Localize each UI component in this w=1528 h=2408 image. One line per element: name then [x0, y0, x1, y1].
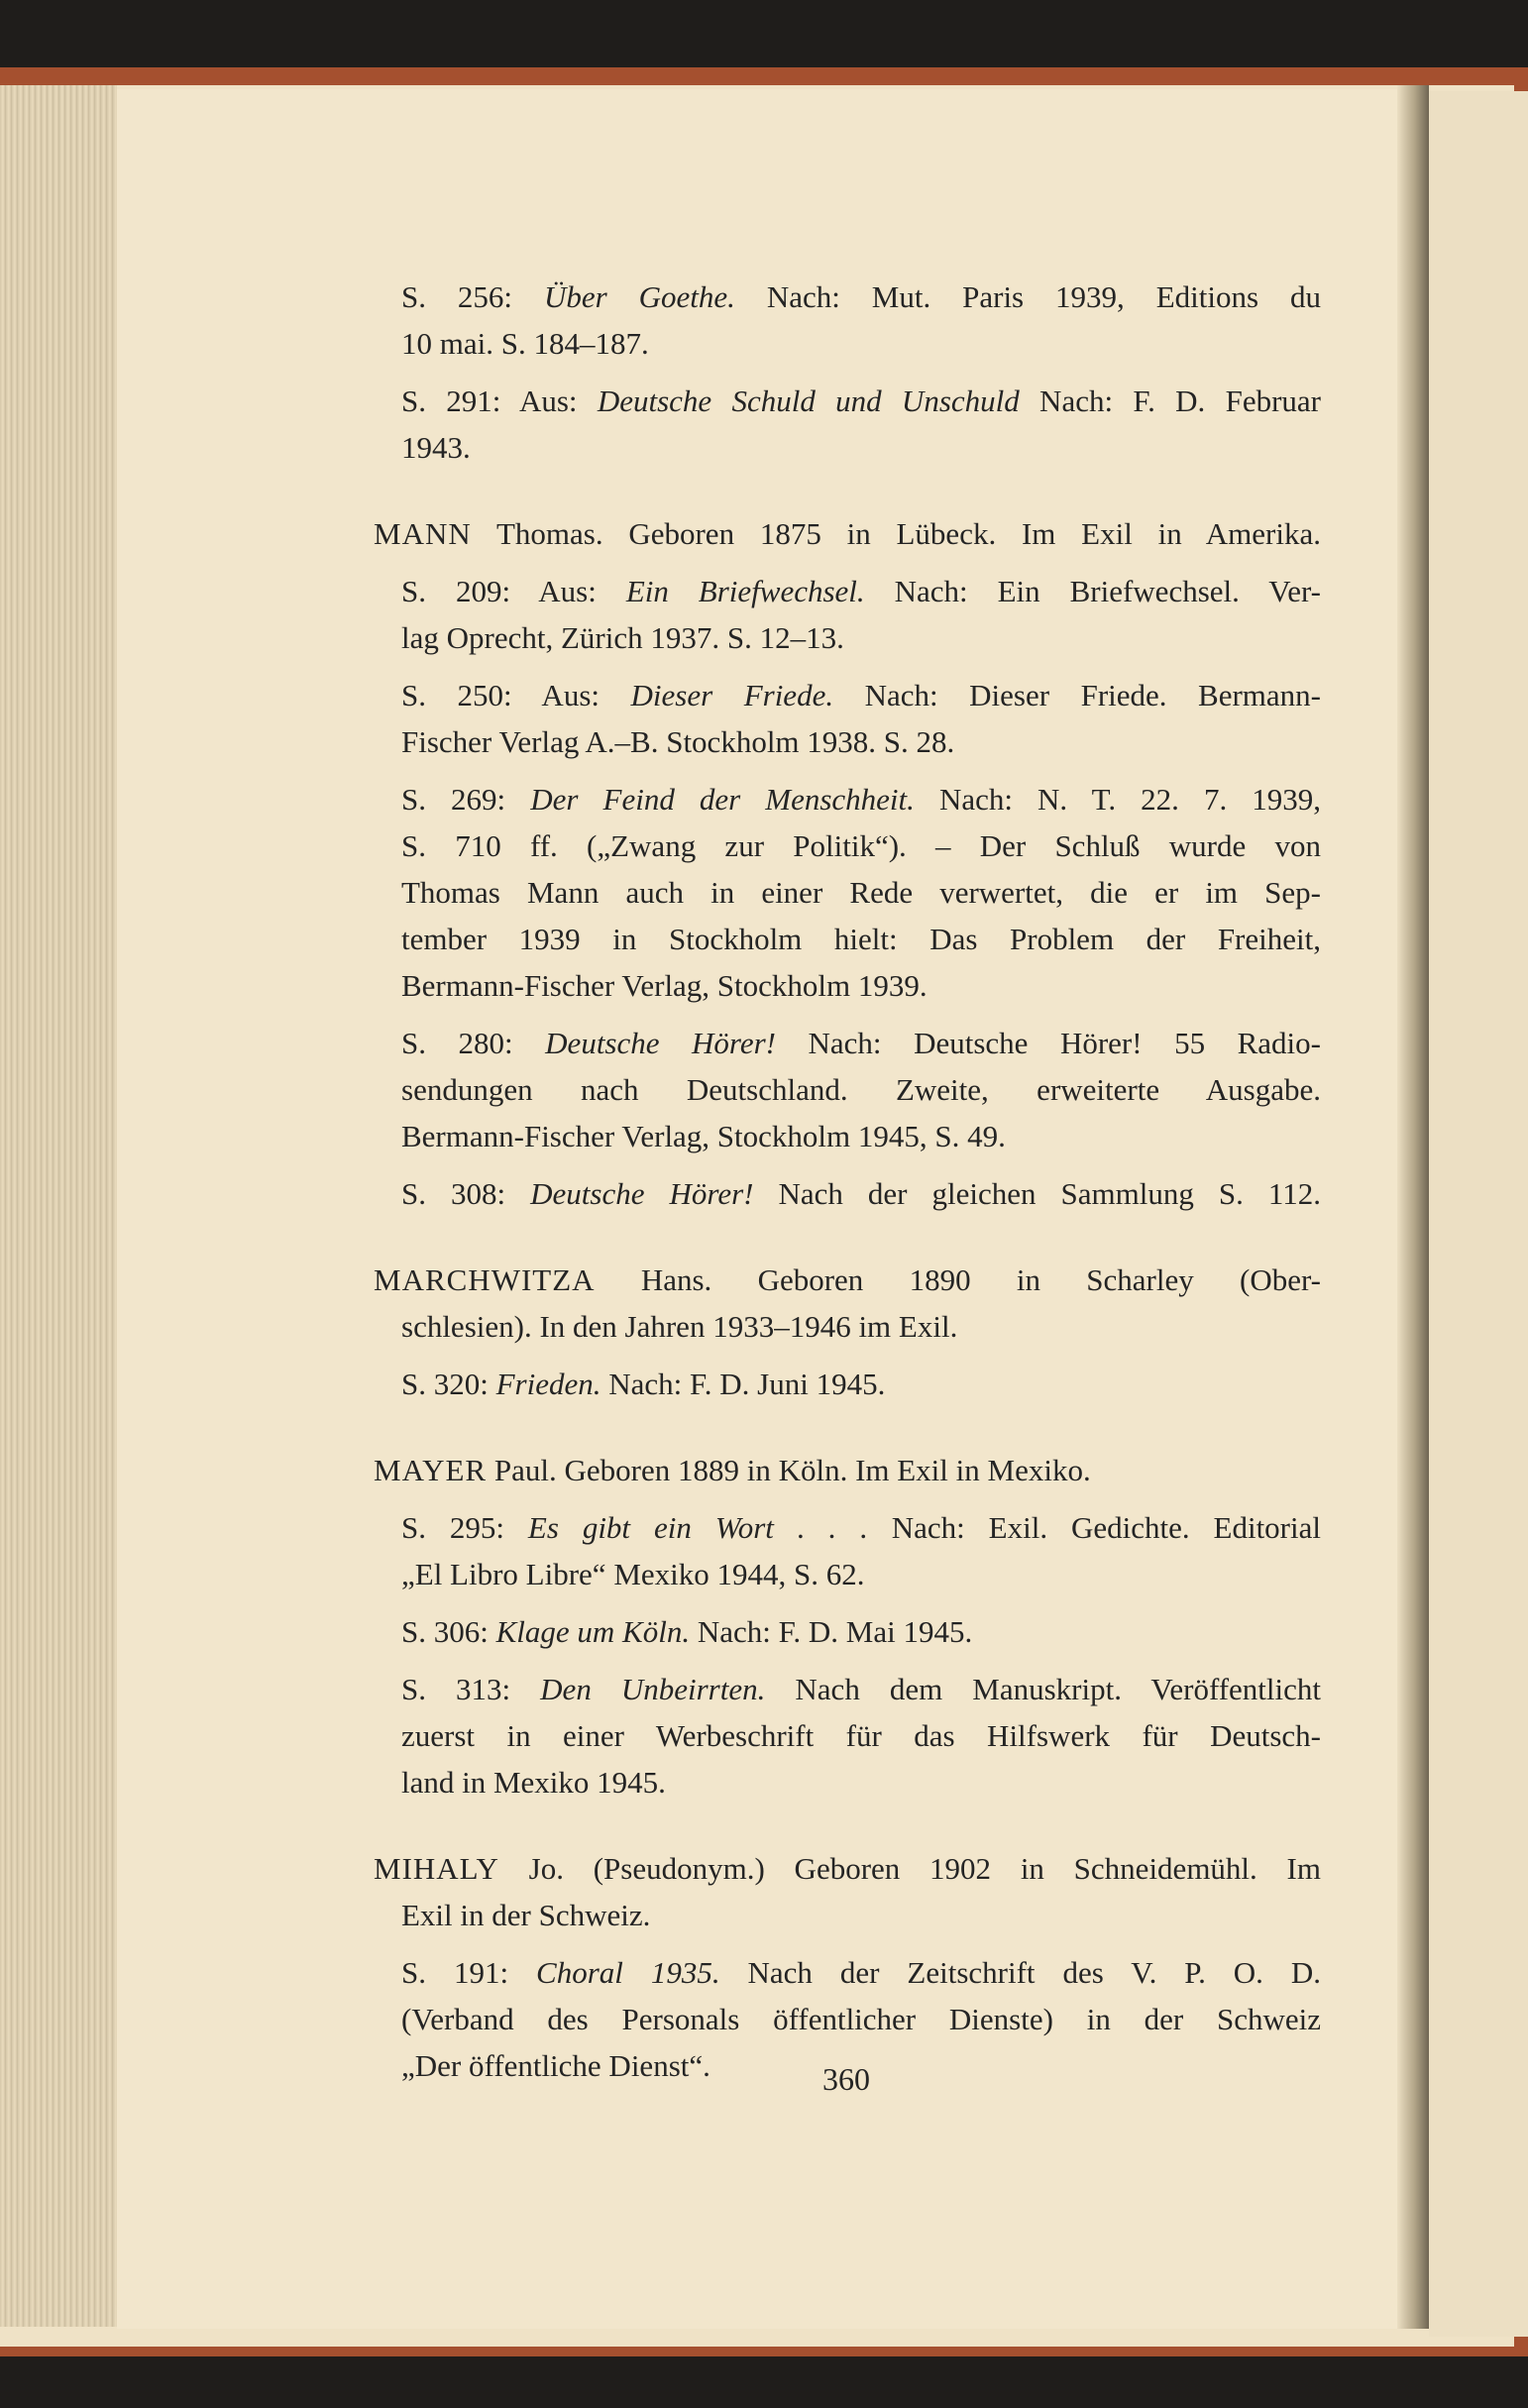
text-line: S. 250: Aus: Dieser Friede. Nach: Dieser Friede. Bermann-	[401, 678, 1322, 712]
text-line: S. 209: Aus: Ein Briefwechsel. Nach: Ein Briefwechsel. Ver-	[401, 574, 1322, 608]
text-line: land in Mexiko 1945.	[401, 1765, 666, 1800]
facing-page-edge	[1429, 91, 1528, 2337]
text-line: „Der öffentliche Dienst“.	[401, 2048, 710, 2083]
text-line: 1943.	[401, 430, 471, 465]
text-line: (Verband des Personals öffentlicher Dienste) in der Schweiz	[401, 2002, 1321, 2036]
text-line: Bermann-Fischer Verlag, Stockholm 1945, S. 49.	[401, 1119, 1006, 1153]
author-heading: MAYER Paul. Geboren 1889 in Köln. Im Exil in Mexiko.	[374, 1453, 1091, 1487]
text-line: S. 710 ff. („Zwang zur Politik“). – Der Schluß wurde von	[401, 828, 1321, 863]
text-line: S. 306: Klage um Köln. Nach: F. D. Mai 1945.	[401, 1614, 973, 1649]
text-block	[374, 274, 1321, 2089]
text-line: S. 280: Deutsche Hörer! Nach: Deutsche Hörer! 55 Radio-	[401, 1026, 1321, 1060]
text-line: S. 295: Es gibt ein Wort . . . Nach: Exil. Gedichte. Editorial	[401, 1510, 1321, 1545]
text-line: Bermann-Fischer Verlag, Stockholm 1939.	[401, 968, 928, 1003]
book-gutter	[1397, 85, 1429, 2329]
text-line: S. 313: Den Unbeirrten. Nach dem Manuskript. Veröffentlicht	[401, 1672, 1322, 1706]
author-heading: MARCHWITZA Hans. Geboren 1890 in Scharley (Ober-	[374, 1262, 1321, 1297]
text-line: S. 320: Frieden. Nach: F. D. Juni 1945.	[401, 1367, 886, 1401]
page-edges	[0, 85, 117, 2327]
text-line: Thomas Mann auch in einer Rede verwertet, die er im Sep-	[401, 875, 1321, 910]
text-line: S. 269: Der Feind der Menschheit. Nach: N. T. 22. 7. 1939,	[401, 782, 1322, 817]
text-line: S. 291: Aus: Deutsche Schuld und Unschuld Nach: F. D. Februar	[401, 383, 1321, 418]
author-heading: MANN Thomas. Geboren 1875 in Lübeck. Im Exil in Amerika.	[374, 516, 1321, 551]
author-heading: MIHALY Jo. (Pseudonym.) Geboren 1902 in Schneidemühl. Im	[374, 1851, 1321, 1886]
text-line: „El Libro Libre“ Mexiko 1944, S. 62.	[401, 1557, 865, 1591]
text-line: S. 256: Über Goethe. Nach: Mut. Paris 1939, Editions du	[401, 279, 1321, 314]
text-line: zuerst in einer Werbeschrift für das Hilfswerk für Deutsch-	[401, 1718, 1321, 1753]
text-line: S. 308: Deutsche Hörer! Nach der gleichen Sammlung S. 112.	[401, 1176, 1322, 1211]
author-heading-continuation: schlesien). In den Jahren 1933–1946 im Exil.	[401, 1309, 958, 1344]
text-line: sendungen nach Deutschland. Zweite, erweiterte Ausgabe.	[401, 1072, 1321, 1107]
text-line: Fischer Verlag A.–B. Stockholm 1938. S. 28.	[401, 724, 955, 759]
text-line: tember 1939 in Stockholm hielt: Das Problem der Freiheit,	[401, 922, 1321, 956]
text-line: S. 191: Choral 1935. Nach der Zeitschrift des V. P. O. D.	[401, 1955, 1322, 1990]
text-line: lag Oprecht, Zürich 1937. S. 12–13.	[401, 620, 844, 655]
page-number: 360	[822, 2061, 870, 2097]
author-heading-continuation: Exil in der Schweiz.	[401, 1898, 651, 1932]
text-line: 10 mai. S. 184–187.	[401, 326, 649, 361]
